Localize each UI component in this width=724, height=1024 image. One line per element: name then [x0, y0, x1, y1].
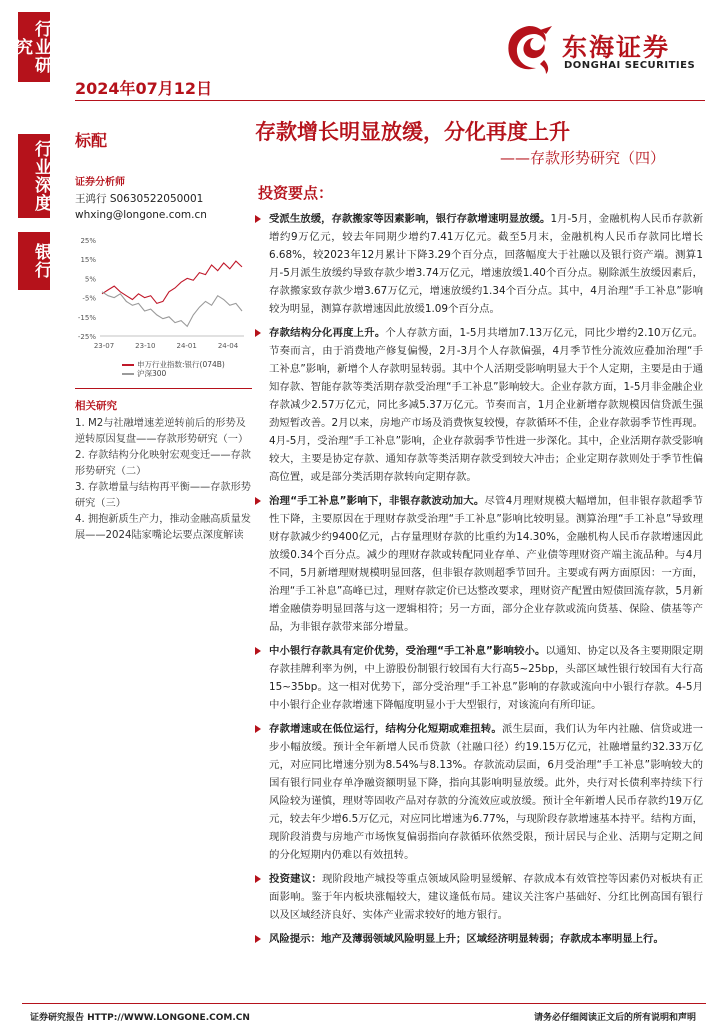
key-point-paragraph	[255, 492, 703, 636]
paragraph-text: 1月-5月，金融机构人民币存款新增约9万亿元，较去年同期少增约7.41万亿元。截至5月末，金融机构人民币存款同比增长6.68%，较2023年12月累计下降3.29个百分点，回落幅度大于社融以及银行资产端。测算1月-5月派生放缓约导致存款少增3.74万亿元，增速放缓1.40个百分点。剔除派生放缓因素后，存款搬家致存款少增3.67万亿元，增速放缓约1.34个百分点。其中，4月治理“手工补息”影响较为明显，测算存款增速因此放缓1.09个百分点。	[269, 213, 703, 315]
y-tick-label: 25%	[80, 237, 96, 245]
header-divider	[75, 100, 705, 101]
key-point-paragraph	[255, 642, 703, 714]
bullet-triangle-icon	[255, 215, 261, 223]
x-tick-label: 23-10	[135, 342, 156, 350]
paragraph-lead: 存款增速或在低位运行，结构分化短期或难扭转。	[269, 723, 502, 735]
paragraph-lead: 投资建议：	[269, 873, 322, 885]
paragraph-text: 派生层面，我们认为年内社融、信贷或进一步小幅放缓。预计全年新增人民币贷款（社融口径）约19.15万亿元，社融增量约32.33万亿元，对应同比增速分别为8.54%与8.13%。存款流动层面，6月受治理“手工补息”影响较大的国有银行同业存单净融资额明显下降，指向其影响明显放缓。此外，央行对长债利率持续下行风险较为谨慎，理财等固收产品对存款的分流效应或放缓。预计全年新增人民币存款约19万亿元，较去年少增6.5万亿元，对应同比增速为6.77%，与现阶段存款增速基本持平。结构方面，现阶段消费与房地产市场恢复偏弱指向存款循环依然受限，预计居民与企业、活期与定期之间的分化短期内仍难以有效扭转。	[269, 723, 703, 861]
industry-rating: 标配	[75, 131, 108, 150]
paragraph-lead: 治理“手工补息”影响下，非银存款波动加大。	[269, 495, 485, 507]
logo-text-cn: 东海证券	[562, 33, 671, 62]
key-point-paragraph	[255, 210, 703, 318]
report-subtitle: ——存款形势研究（四）	[500, 149, 666, 167]
legend-item-bank: 申万行业指数:银行(074B)	[122, 360, 225, 369]
key-point-paragraph	[255, 930, 703, 948]
key-point-paragraph	[255, 720, 703, 864]
price-chart	[72, 232, 252, 372]
related-item[interactable]: 3. 存款增量与结构再平衡——存款形势研究（三）	[75, 482, 251, 509]
related-item[interactable]: 2. 存款结构分化映射宏观变迁——存款形势研究（二）	[75, 450, 251, 477]
paragraph-lead: 受派生放缓，存款搬家等因素影响，银行存款增速明显放缓。	[269, 213, 551, 225]
paragraph-lead: 风险提示：地产及薄弱领域风险明显上升；区域经济明显转弱；存款成本率明显上行。	[269, 933, 664, 945]
analyst-name: 王鸿行 S0630522050001	[75, 193, 204, 205]
footer-disclaimer: 请务必仔细阅读正文后的所有说明和声明	[533, 1013, 696, 1023]
y-tick-label: -5%	[82, 294, 96, 303]
bullet-triangle-icon	[255, 875, 261, 883]
y-tick-label: 15%	[80, 256, 96, 265]
logo-text-en: DONGHAI SECURITIES	[564, 60, 696, 71]
report-date: 2024年07月12日	[75, 79, 213, 98]
paragraph-text: 尽管4月理财规模大幅增加，但非银存款超季节性下降，主要原因在于理财存款受治理“手工补息”影响比较明显。测算治理“手工补息”导致理财存款减少约9400亿元，占存量理财存款的比重约为14.30%，金融机构人民币存款增速因此放缓0.34个百分点。减少的理财存款或转配同业存单、产业债等理财资产端主流品种。与4月不同，5月新增理财规模明显回落，但非银存款则超季节回升。主要或有两方面原因：一方面，治理“手工补息”高峰已过，理财存款定价已达整改要求，理财资产配置由短债回流存款，5月新增金融债券明显回落与这一逻辑相符；另一方面，部分企业存款或流向货基、保险、债基等产品，为非银存款带来部分增量。	[269, 495, 704, 633]
x-tick-label: 23-07	[93, 342, 115, 350]
paragraph-text: 现阶段地产城投等重点领域风险明显缓解、存款成本有效管控等因素仍对板块有正面影响。鉴于年内板块涨幅较大，建议逢低布局。建议关注客户基础好、分红比例高国有银行以及区域经济良好、实体产业需求较好的地方银行。	[269, 873, 703, 921]
x-tick-label: 24-01	[176, 342, 197, 350]
paragraph-lead: 存款结构分化再度上升。	[269, 327, 386, 339]
paragraph-text: 个人存款方面，1-5月共增加7.13万亿元，同比少增约2.10万亿元。节奏而言，由于消费地产修复偏慢，2月-3月个人存款偏强，4月季节性分流效应叠加治理“手工补息”影响，新增个人存款明显转弱。其中个人活期受影响明显大于个人定期，主要是由于通知存款、智能存款等类活期存款受治理“手工补息”影响较大。企业存款方面，1-5月非金融企业存款减少2.57万亿元，同比多减5.37万亿元。节奏而言，1月企业新增存款规模因信贷派生强劲短暂改善。2月以来，房地产市场及消费恢复较慢，存款循环不佳，企业存款弱季节性再现。4月-5月，受治理“手工补息”影响，企业存款弱季节性进一步深化。其中，企业活期存款受影响较大，主要是协定存款、通知存款等类活期存款受到较大冲击；企业定期存款则处于季节性偏高位置，或是部分类活期存款转向定期存款。	[269, 327, 703, 483]
side-tab-industry-research: 行业研究	[18, 12, 50, 82]
dragon-logo-icon	[500, 20, 558, 78]
related-research	[75, 398, 253, 544]
bullet-triangle-icon	[255, 725, 261, 733]
sidebar-divider	[75, 388, 252, 389]
y-tick-label: 5%	[84, 275, 96, 284]
related-item[interactable]: 4. 拥抱新质生产力，推动金融高质量发展——2024陆家嘴论坛要点深度解读	[75, 514, 251, 541]
bullet-triangle-icon	[255, 329, 261, 337]
bullet-triangle-icon	[255, 497, 261, 505]
y-tick-label: -25%	[77, 333, 96, 341]
key-points-body	[255, 210, 703, 954]
bullet-triangle-icon	[255, 935, 261, 943]
footer-left: 证券研究报告 HTTP://WWW.LONGONE.COM.CN	[30, 1013, 250, 1023]
related-heading: 相关研究	[75, 400, 117, 412]
legend-item-csi300: 沪深300	[122, 369, 225, 378]
series-line-csi300	[102, 292, 242, 327]
key-point-paragraph	[255, 870, 703, 924]
paragraph-lead: 中小银行存款具有定价优势，受治理“手工补息”影响较小。	[269, 645, 546, 657]
price-chart-svg	[72, 232, 252, 360]
y-tick-label: -15%	[77, 313, 96, 322]
bullet-triangle-icon	[255, 647, 261, 655]
paragraph-text: 以通知、协定以及各主要期限定期存款挂牌利率为例，中上游股份制银行较国有大行高5~25bp，头部区域性银行较国有大行高15~35bp。这一相对优势下，部分受治理“手工补息”影响的存款或流向中小银行存款。4-5月中小银行企业存款增速下降幅度明显小于大型银行，对该流向有所印证。	[269, 645, 704, 711]
side-tab-bank: 银行	[18, 232, 50, 290]
chart-legend	[122, 360, 225, 378]
related-item[interactable]: 1. M2与社融增速差逆转前后的形势及逆转原因复盘——存款形势研究（一）	[75, 418, 249, 445]
key-points-title: 投资要点：	[258, 184, 334, 202]
side-tab-industry-depth: 行业深度	[18, 134, 50, 218]
analyst-info	[75, 175, 250, 223]
footer-divider	[22, 1003, 706, 1004]
key-point-paragraph	[255, 324, 703, 486]
analyst-label: 证券分析师	[75, 177, 125, 188]
x-tick-label: 24-04	[217, 342, 239, 350]
analyst-email: whxing@longone.com.cn	[75, 209, 207, 221]
report-title: 存款增长明显放缓，分化再度上升	[255, 120, 570, 144]
donghai-logo	[500, 20, 710, 80]
